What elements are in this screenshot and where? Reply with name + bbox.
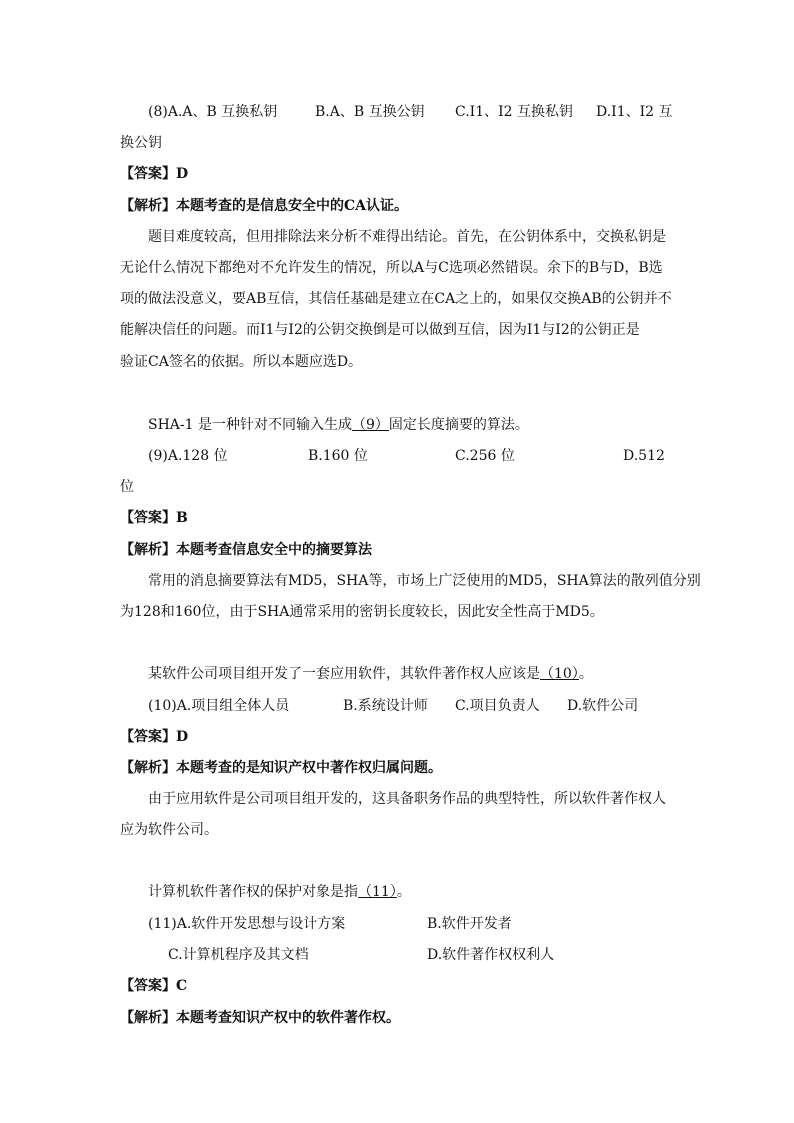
answer-label: 【答案】 bbox=[120, 510, 176, 526]
answer-label: 【答案】 bbox=[120, 978, 176, 994]
q9-answer bbox=[120, 508, 188, 528]
q9-option-wrap: 位 bbox=[120, 479, 134, 495]
q8-option-wrap: 换公钥 bbox=[120, 135, 162, 151]
q8-answer bbox=[120, 164, 188, 184]
q8-option-b: B.A、B 互换公钥 bbox=[315, 104, 425, 120]
q10-analysis-line: 由于应用软件是公司项目组开发的，这具备职务作品的典型特性，所以软件著作权人 bbox=[148, 791, 666, 807]
q9-analysis-line: 为128和160位，由于SHA通常采用的密钥长度较长，因此安全性高于MD5。 bbox=[120, 604, 604, 620]
answer-blank: （10） bbox=[540, 666, 579, 682]
answer-value: D bbox=[176, 729, 189, 745]
stem-text: 某软件公司项目组开发了一套应用软件，其软件著作权人应该是 bbox=[148, 666, 540, 682]
q8-analysis-line: 题目难度较高，但用排除法来分析不难得出结论。首先，在公钥体系中，交换私钥是 bbox=[148, 229, 666, 245]
q8-analysis-line: 项的做法没意义，要AB互信，其信任基础是建立在CA之上的，如果仅交换AB的公钥并不 bbox=[120, 291, 672, 307]
answer-blank: （9） bbox=[352, 417, 389, 433]
q9-option-b: B.160 位 bbox=[308, 448, 368, 464]
answer-value: C bbox=[176, 978, 188, 994]
q9-analysis-heading bbox=[120, 540, 372, 560]
q11-option-d: D.软件著作权权利人 bbox=[427, 947, 555, 963]
q10-answer bbox=[120, 727, 188, 747]
stem-text: 固定长度摘要的算法。 bbox=[388, 417, 529, 433]
q10-option-b: B.系统设计师 bbox=[343, 698, 428, 714]
analysis-label: 【解析】 bbox=[120, 542, 176, 558]
q11-option-a: (11)A.软件开发思想与设计方案 bbox=[148, 916, 346, 932]
q10-analysis-line: 应为软件公司。 bbox=[120, 822, 218, 838]
analysis-title: 本题考查的是信息安全中的CA认证。 bbox=[176, 198, 409, 214]
stem-text: 计算机软件著作权的保护对象是指 bbox=[148, 884, 358, 900]
q10-analysis-heading bbox=[120, 758, 442, 778]
q10-option-d: D.软件公司 bbox=[567, 698, 639, 714]
q11-answer bbox=[120, 976, 187, 996]
q9-option-a: (9)A.128 位 bbox=[148, 448, 228, 464]
q10-option-c: C.项目负责人 bbox=[455, 698, 540, 714]
q8-option-c: C.I1、I2 互换私钥 bbox=[455, 104, 573, 120]
analysis-label: 【解析】 bbox=[120, 1010, 176, 1026]
analysis-title: 本题考查信息安全中的摘要算法 bbox=[176, 542, 372, 558]
q11-stem bbox=[148, 882, 411, 902]
q9-option-d: D.512 bbox=[623, 448, 665, 464]
q8-option-a: (8)A.A、B 互换私钥 bbox=[148, 104, 278, 120]
analysis-title: 本题考查的是知识产权中著作权归属问题。 bbox=[176, 760, 442, 776]
answer-blank: （11） bbox=[358, 884, 397, 900]
q9-option-c: C.256 位 bbox=[455, 448, 515, 464]
answer-label: 【答案】 bbox=[120, 729, 176, 745]
q8-analysis-heading bbox=[120, 196, 408, 216]
stem-text: 。 bbox=[578, 666, 593, 682]
q8-option-d: D.I1、I2 互 bbox=[596, 104, 673, 120]
answer-value: B bbox=[176, 510, 188, 526]
analysis-label: 【解析】 bbox=[120, 760, 176, 776]
q11-option-b: B.软件开发者 bbox=[427, 916, 512, 932]
q11-option-c: C.计算机程序及其文档 bbox=[168, 947, 309, 963]
stem-text: 。 bbox=[396, 884, 411, 900]
q11-analysis-heading bbox=[120, 1008, 400, 1028]
answer-label: 【答案】 bbox=[120, 166, 176, 182]
q8-analysis-line: 无论什么情况下都绝对不允许发生的情况，所以A与C选项必然错误。余下的B与D，B选 bbox=[120, 260, 663, 276]
answer-value: D bbox=[176, 166, 189, 182]
analysis-label: 【解析】 bbox=[120, 198, 176, 214]
q8-analysis-line: 验证CA签名的依据。所以本题应选D。 bbox=[120, 354, 363, 370]
q10-option-a: (10)A.项目组全体人员 bbox=[148, 698, 290, 714]
stem-text: SHA-1 是一种针对不同输入生成 bbox=[148, 417, 352, 433]
q9-analysis-line: 常用的消息摘要算法有MD5，SHA等，市场上广泛使用的MD5，SHA算法的散列值分别 bbox=[148, 573, 701, 589]
q10-stem bbox=[148, 664, 593, 684]
analysis-title: 本题考查知识产权中的软件著作权。 bbox=[176, 1010, 400, 1026]
q9-stem bbox=[148, 415, 529, 435]
q8-analysis-line: 能解决信任的问题。而I1与I2的公钥交换倒是可以做到互信，因为I1与I2的公钥正是 bbox=[120, 322, 640, 338]
